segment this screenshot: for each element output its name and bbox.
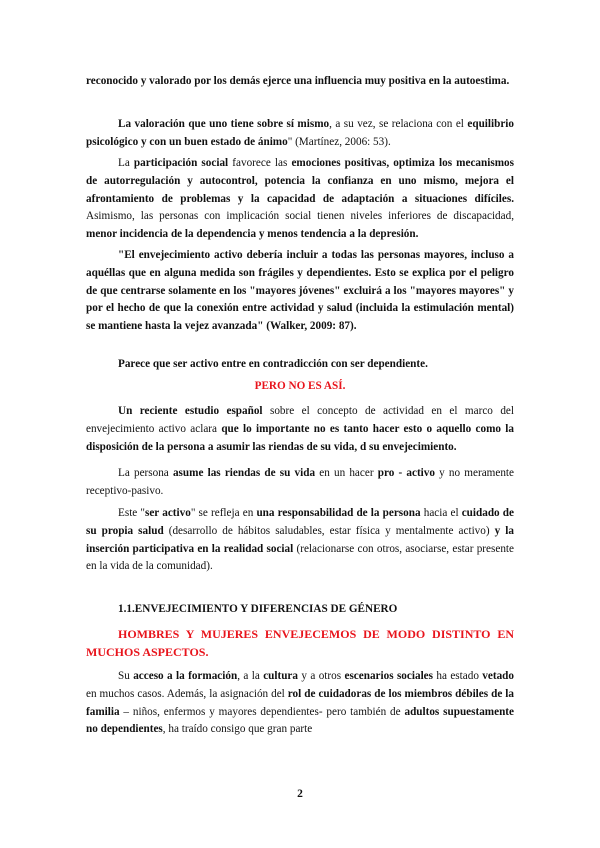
paragraph-autoestima bbox=[86, 73, 514, 91]
text-run: y la inserción participativa en la realidad social bbox=[86, 524, 514, 555]
paragraph-acceso-formacion bbox=[86, 668, 514, 739]
text-run: Parece que ser activo entre en contradicción con ser dependiente. bbox=[118, 358, 428, 370]
text-run: acceso a la formación bbox=[133, 670, 238, 682]
page-number: 2 bbox=[297, 788, 303, 800]
text-run: , ha traído consigo que gran parte bbox=[162, 723, 313, 736]
paragraph-ser-activo bbox=[86, 505, 514, 576]
text-run: equilibrio psicológico y con un buen estado de ánimo bbox=[86, 118, 514, 148]
text-run: favorece las bbox=[228, 157, 292, 169]
text-run: PERO NO ES ASÍ. bbox=[254, 380, 346, 392]
text-run: hacia el bbox=[420, 507, 462, 519]
text-run: La bbox=[118, 157, 134, 169]
paragraph-riendas bbox=[86, 465, 514, 501]
text-run: (desarrollo de hábitos saludables, estar física y mentalmente activo) bbox=[163, 524, 495, 537]
text-run: "El envejecimiento activo debería incluir a todas las personas mayores, incluso a aquéllas que en alguna medida son frágiles y dependientes. Esto se explica por el peligro de que centrarse solamente en los "mayores jóvenes" excluirá a los "mayores mayores" y por el hecho de que la conexión entre actividad y salud (incluida la estimulación mental) se mantiene hasta la vejez avanzada" (Walker, 2009: 87). bbox=[86, 249, 514, 333]
text-run: rol de cuidadoras de los miembros débiles de la familia bbox=[86, 687, 514, 718]
section-heading-genero bbox=[86, 601, 514, 619]
paragraph-contradiccion bbox=[86, 356, 514, 374]
text-run: , a la bbox=[237, 670, 264, 682]
text-run: Un reciente estudio español bbox=[118, 405, 263, 417]
text-run: y a otros bbox=[298, 670, 345, 682]
text-run: cuidado de su propia salud bbox=[86, 507, 514, 537]
text-run: " (Martínez, 2006: 53). bbox=[287, 135, 391, 148]
text-run: adultos supuestamente no dependientes bbox=[86, 705, 514, 736]
text-run: , a su vez, se relaciona con el bbox=[329, 118, 468, 130]
text-run: Su bbox=[118, 670, 134, 682]
paragraph-participacion-social bbox=[86, 155, 514, 244]
quote-walker bbox=[86, 247, 514, 336]
text-run: ha estado bbox=[433, 670, 483, 682]
text-run: vetado bbox=[482, 670, 514, 682]
text-run: La valoración que uno tiene sobre sí mismo bbox=[118, 118, 330, 130]
text-run: participación social bbox=[133, 157, 229, 169]
text-run: 1.1.ENVEJECIMIENTO Y DIFERENCIAS DE GÉNERO bbox=[118, 603, 398, 615]
text-run: que lo importante no es tanto hacer esto o aquello como la disposición de la persona a asumir las riendas de su vida, d su envejecimiento. bbox=[86, 422, 515, 453]
text-run: asume las riendas de su vida bbox=[172, 467, 316, 479]
text-run: " se refleja en bbox=[190, 507, 257, 519]
text-run: cultura bbox=[263, 670, 298, 682]
text-run: y no meramente receptivo-pasivo. bbox=[86, 467, 514, 497]
paragraph-valoracion bbox=[86, 116, 514, 152]
text-run: emociones positivas, optimiza los mecanismos de autorregulación y autocontrol, potencia la confianza en uno mismo, mejora el afrontamiento de problemas y la capacidad de adaptación a situaciones difíciles. bbox=[86, 157, 514, 205]
text-run: HOMBRES Y MUJERES ENVEJECEMOS DE MODO DISTINTO EN MUCHOS ASPECTOS. bbox=[86, 627, 514, 659]
text-run: en muchos casos. Además, la asignación del bbox=[86, 687, 288, 700]
text-run: sobre el concepto de actividad en el marco del envejecimiento activo aclara bbox=[86, 405, 514, 435]
paragraph-estudio-espanol bbox=[86, 403, 514, 456]
text-run: en un hacer bbox=[315, 467, 378, 479]
text-run: La persona bbox=[118, 467, 173, 479]
text-run: menor incidencia de la dependencia y menos tendencia a la depresión. bbox=[86, 228, 419, 241]
text-run: escenarios sociales bbox=[344, 670, 433, 682]
text-run: Asimismo, las personas con implicación social tienen niveles inferiores de discapacidad, bbox=[86, 210, 514, 223]
text-run: Este " bbox=[118, 507, 145, 519]
text-run: ser activo bbox=[144, 507, 191, 519]
text-run: reconocido y valorado por los demás ejerce una influencia muy positiva en la autoestima. bbox=[86, 75, 510, 87]
text-run: (relacionarse con otros, asociarse, estar presente en la vida de la comunidad). bbox=[86, 542, 514, 573]
text-run: pro - activo bbox=[377, 467, 435, 479]
callout-pero-no-es-asi bbox=[86, 378, 514, 396]
text-run: una responsabilidad de la persona bbox=[256, 507, 421, 519]
red-heading-hombres-mujeres bbox=[86, 626, 514, 662]
text-run: – niños, enfermos y mayores dependientes- pero también de bbox=[119, 705, 405, 718]
